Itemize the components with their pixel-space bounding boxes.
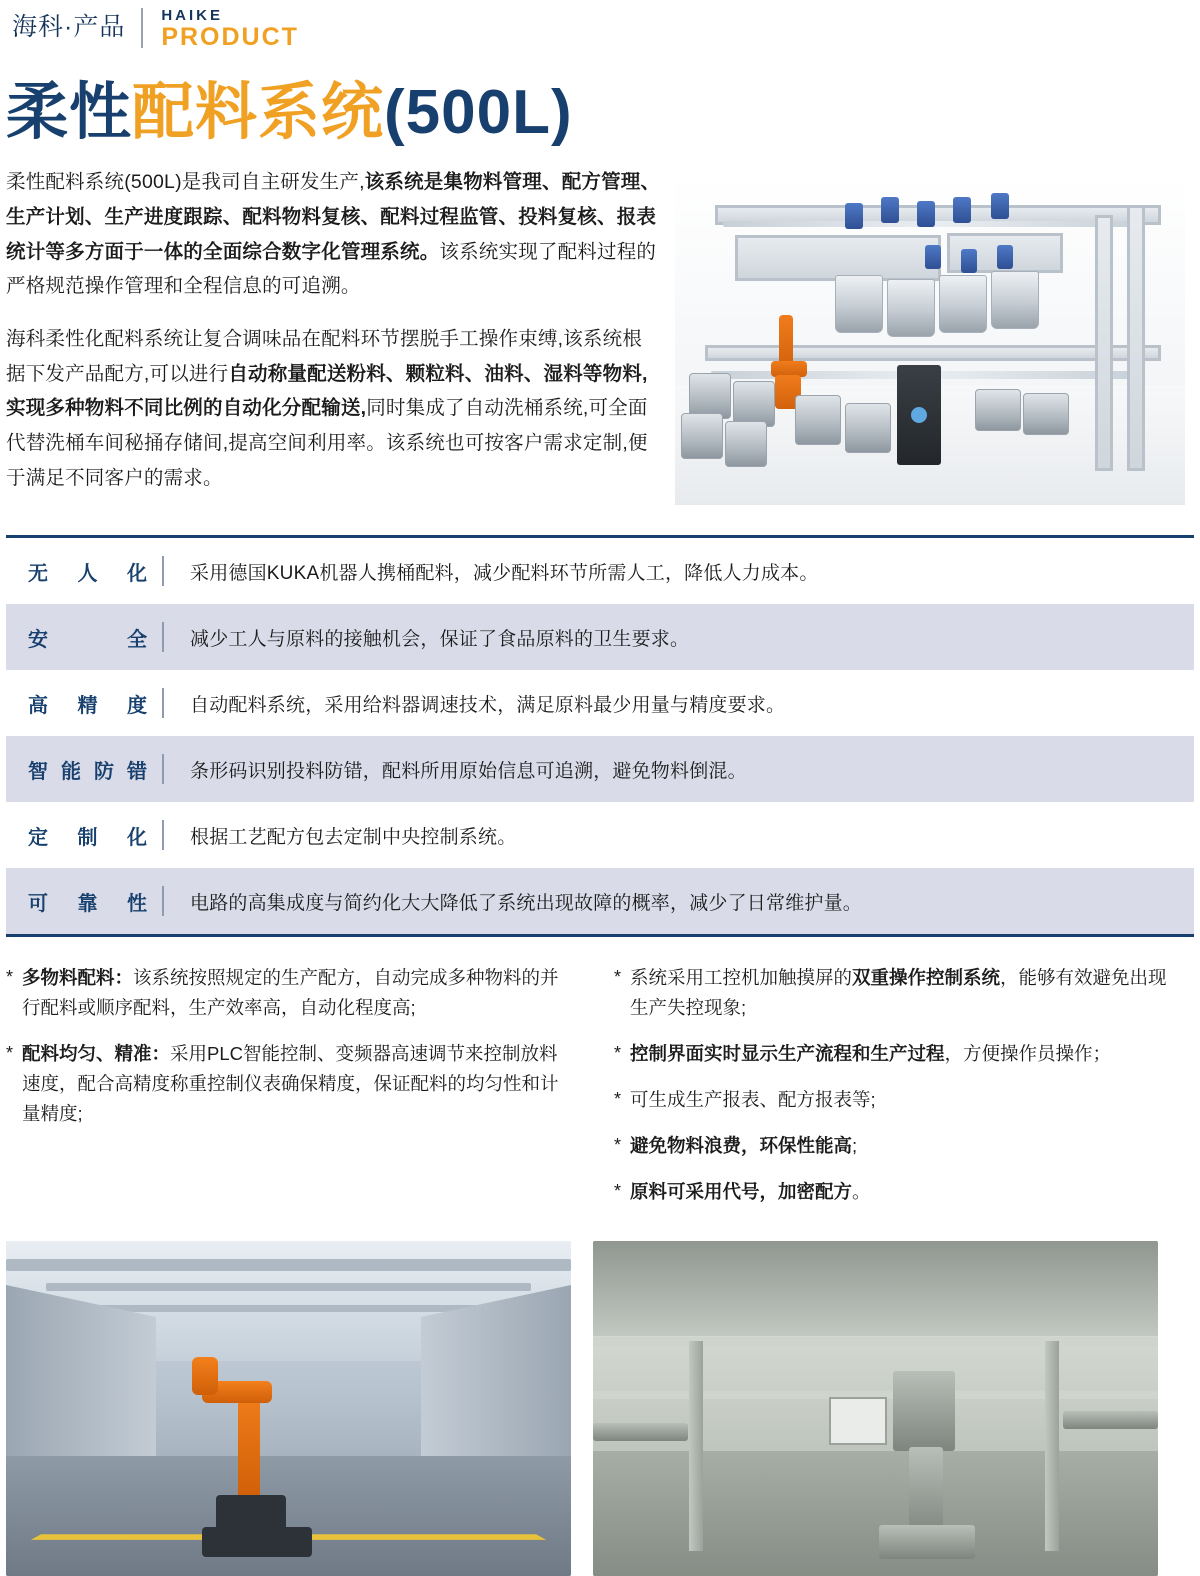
- feature-key-3: 智能防错: [28, 760, 148, 783]
- feature-divider-1: [162, 622, 164, 652]
- bullet-marker-icon: *: [614, 967, 622, 988]
- bullet-right-0: [614, 963, 1174, 1023]
- feature-key-4: 定制化: [28, 826, 148, 849]
- hero-drum-4: [725, 421, 767, 467]
- intro-paragraphs: [6, 165, 661, 513]
- bullet-marker-icon: *: [614, 1089, 622, 1110]
- feature-value-3: 条形码识别投料防错，配料所用原始信息可追溯，避免物料倒混。: [190, 760, 747, 782]
- hero-control-panel-indicator: [911, 407, 927, 423]
- hero-tank-3: [939, 275, 987, 333]
- photo-a-robot-wrist: [192, 1357, 218, 1395]
- title-part-2: 配料系统: [132, 78, 385, 147]
- bullet-marker-icon: *: [614, 1043, 622, 1064]
- feature-key-1: 安全: [28, 628, 148, 651]
- feature-key-0: 无人化: [28, 562, 148, 585]
- bullet-column-right: [614, 963, 1174, 1223]
- hero-conveyor-beam: [705, 345, 1161, 361]
- feature-value-4: 根据工艺配方包去定制中央控制系统。: [190, 826, 517, 848]
- bullet-right-0-text: [630, 963, 1174, 1023]
- hero-motor-2: [881, 197, 899, 223]
- brand-product-label: PRODUCT: [161, 23, 299, 51]
- intro-p2-a: 海科柔性化配料系统让复合调味品在配料环节摆脱手工操作束缚,该系统根据下发产品配方,可以进行: [6, 327, 643, 385]
- photo-gallery: [6, 1241, 1194, 1576]
- hero-drum-7: [975, 389, 1021, 431]
- bullet-right-4-text: [630, 1177, 1174, 1207]
- intro-p2-b: 自动称量配送粉料、颗粒料、油料、湿料等物料,实现多种物料不同比例的自动化分配输送,: [6, 362, 648, 420]
- feature-divider-2: [162, 688, 164, 718]
- feature-table: [6, 535, 1194, 937]
- feature-row-3: [6, 736, 1194, 802]
- bullet-left-0: [6, 963, 566, 1023]
- bullet-marker-icon: *: [6, 1043, 14, 1064]
- photo-a-duct-3: [96, 1305, 481, 1312]
- feature-divider-3: [162, 754, 164, 784]
- title-part-3: (500L): [384, 78, 573, 147]
- feature-key-2: 高精度: [28, 694, 148, 717]
- intro-p1-a: 柔性配料系统(500L)是我司自主研发生产,: [6, 171, 365, 194]
- photo-robot-corridor: [6, 1241, 571, 1576]
- feature-row-4: [6, 802, 1194, 868]
- bullet-marker-icon: *: [6, 967, 14, 988]
- bullet-right-3-post: ;: [852, 1135, 858, 1157]
- hero-support-column-right-2: [1127, 205, 1145, 471]
- hero-drum-5: [795, 395, 841, 445]
- photo-b-rail-left: [593, 1423, 688, 1441]
- brand-haike-label: HAIKE: [161, 7, 223, 24]
- bullet-right-2-text: [630, 1085, 1174, 1115]
- photo-b-machine-column: [909, 1447, 943, 1537]
- photo-a-robot-cart: [202, 1527, 312, 1557]
- bullet-right-4-label: 原料可采用代号，加密配方: [630, 1181, 853, 1203]
- hero-motor-8: [997, 245, 1013, 269]
- brand-name-en: [161, 8, 299, 50]
- feature-divider-0: [162, 556, 164, 586]
- bullet-left-1-body: 采用PLC智能控制、变频器高速调节来控制放料速度，配合高精度称重控制仪表确保精度，保证配料的均匀性和计量精度;: [22, 1043, 559, 1125]
- photo-a-robot-base: [216, 1495, 286, 1531]
- bullet-right-2: [614, 1085, 1174, 1115]
- bullet-right-1-post: ，方便操作员操作；: [944, 1043, 1112, 1065]
- brand-header: [0, 0, 1200, 66]
- photo-b-operator-screen: [829, 1397, 887, 1445]
- photo-a-duct-1: [6, 1259, 571, 1271]
- intro-p2-c: 同时集成了自动洗桶系统,可全面代替洗桶车间秘捅存储间,提高空间利用率。该系统也可按客户需求定制,便于满足不同客户的需求。: [6, 397, 648, 489]
- hero-motor-6: [925, 245, 941, 269]
- product-line-render-image: [675, 175, 1185, 505]
- bullet-right-1-text: [630, 1039, 1174, 1069]
- bullet-right-4-post: 。: [852, 1181, 871, 1203]
- photo-b-rail-right: [1063, 1411, 1158, 1429]
- hero-motor-3: [917, 201, 935, 227]
- intro-paragraph-2: [6, 322, 661, 496]
- feature-value-1: 减少工人与原料的接触机会，保证了食品原料的卫生要求。: [190, 628, 690, 650]
- feature-value-5: 电路的高集成度与简约化大大降低了系统出现故障的概率，减少了日常维护量。: [190, 892, 863, 914]
- page-title: [6, 80, 1200, 145]
- bullet-right-0-label: 双重操作控制系统: [852, 967, 1001, 989]
- bullet-left-0-label: 多物料配料：: [22, 967, 134, 989]
- photo-a-floor: [6, 1456, 571, 1576]
- bullet-left-1-label: 配料均匀、精准：: [22, 1043, 171, 1065]
- photo-b-column-2: [1045, 1341, 1059, 1551]
- hero-drum-3: [681, 413, 723, 459]
- intro-p1-b: 该系统是集物料管理、配方管理、生产计划、生产进度跟踪、配料物料复核、配料过程监管、投料复核、报表统计等多方面于一体的全面综合数字化管理系统。: [6, 171, 661, 263]
- photo-b-floor: [593, 1451, 1158, 1576]
- feature-value-2: 自动配料系统，采用给料器调速技术，满足原料最少用量与精度要求。: [190, 694, 786, 716]
- hero-tank-2: [887, 279, 935, 337]
- intro-section: [0, 165, 1200, 513]
- bullet-marker-icon: *: [614, 1135, 622, 1156]
- photo-a-duct-2: [46, 1283, 531, 1291]
- hero-drum-8: [1023, 393, 1069, 435]
- photo-b-beam-1: [593, 1337, 1158, 1347]
- hero-motor-4: [953, 197, 971, 223]
- hero-support-column-right: [1095, 215, 1113, 471]
- hero-motor-1: [845, 203, 863, 229]
- bullet-right-3-text: [630, 1131, 1174, 1161]
- bullet-right-1-label: 控制界面实时显示生产流程和生产过程: [630, 1043, 945, 1065]
- bullet-right-3-label: 避免物料浪费，环保性能高: [630, 1135, 853, 1157]
- hero-tank-1: [835, 275, 883, 333]
- feature-value-0: 采用德国KUKA机器人携桶配料，减少配料环节所需人工，降低人力成本。: [190, 562, 819, 584]
- bullet-right-0-post: ，能够有效避免出现生产失控现象;: [630, 967, 1167, 1019]
- feature-divider-4: [162, 820, 164, 850]
- photo-b-column-1: [689, 1341, 703, 1551]
- title-part-1: 柔性: [6, 78, 133, 147]
- intro-paragraph-1: [6, 165, 661, 304]
- feature-key-5: 可靠性: [28, 892, 148, 915]
- bullet-left-0-body: 该系统按照规定的生产配方，自动完成多种物料的并行配料或顺序配料，生产效率高，自动化程度高;: [22, 967, 559, 1019]
- bullet-marker-icon: *: [614, 1181, 622, 1202]
- bullet-left-0-text: [22, 963, 566, 1023]
- feature-row-2: [6, 670, 1194, 736]
- feature-row-1: [6, 604, 1194, 670]
- hero-motor-7: [961, 249, 977, 273]
- bullet-right-4: [614, 1177, 1174, 1207]
- bullet-right-1: [614, 1039, 1174, 1069]
- photo-b-machine-head: [893, 1371, 955, 1451]
- feature-row-5: [6, 868, 1194, 934]
- hero-drum-6: [845, 403, 891, 453]
- photo-factory-hall: [593, 1241, 1158, 1576]
- hero-tank-4: [991, 271, 1039, 329]
- feature-row-0: [6, 538, 1194, 604]
- bullet-section: [6, 963, 1194, 1223]
- brand-name-cn: 海科·产品: [8, 8, 143, 48]
- feature-divider-5: [162, 886, 164, 916]
- intro-p1-c: 该系统实现了配料过程的严格规范操作管理和全程信息的可追溯。: [6, 240, 657, 298]
- bullet-column-left: [6, 963, 566, 1223]
- bullet-left-1: [6, 1039, 566, 1129]
- photo-b-machine-base: [879, 1525, 975, 1559]
- bullet-right-2-pre: 可生成生产报表、配方报表等;: [630, 1089, 876, 1111]
- hero-motor-5: [991, 193, 1009, 219]
- photo-b-ceiling: [593, 1241, 1158, 1346]
- bullet-right-3: [614, 1131, 1174, 1161]
- bullet-right-0-pre: 系统采用工控机加触摸屏的: [630, 967, 853, 989]
- bullet-left-1-text: [22, 1039, 566, 1129]
